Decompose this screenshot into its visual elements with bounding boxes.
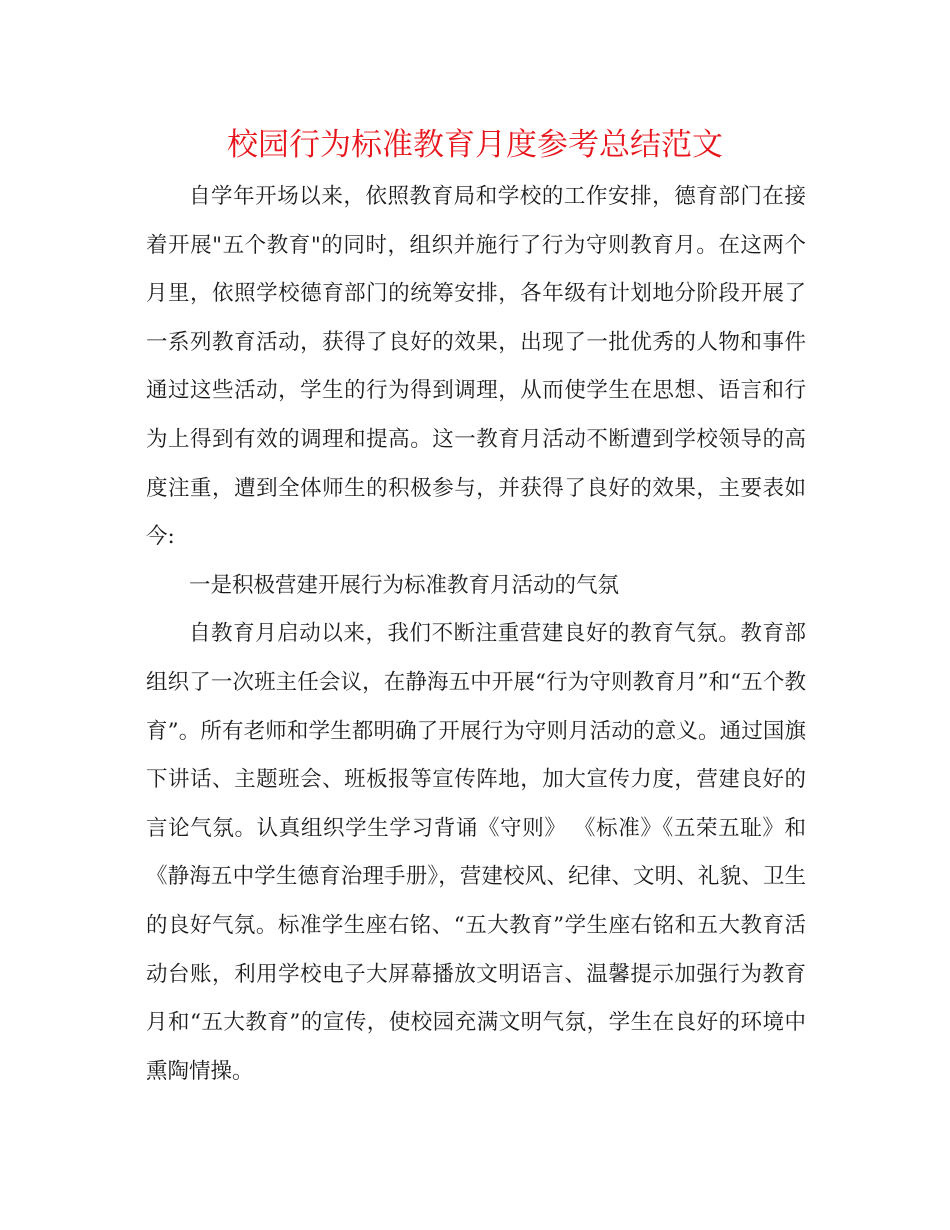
- intro-paragraph: 自学年开场以来，依照教育局和学校的工作安排，德育部门在接着开展"五个教育"的同时，组织并施行了行为守则教育月。在这两个月里，依照学校德育部门的统筹安排，各年级有计划地分阶段开展了一系列教育活动，获得了良好的效果，出现了一批优秀的人物和事件通过这些活动，学生的行为得到调理，从而使学生在思想、语言和行为上得到有效的调理和提高。这一教育月活动不断遭到学校领导的高度注重，遭到全体师生的积极参与，并获得了良好的效果，主要表如今:: [146, 184, 806, 550]
- document-title: 校园行为标准教育月度参考总结范文: [227, 127, 723, 163]
- document-body: [146, 173, 806, 1096]
- section-paragraph: 自教育月启动以来，我们不断注重营建良好的教育气氛。教育部组织了一次班主任会议，在静海五中开展“行为守则教育月”和“五个教育”。所有老师和学生都明确了开展行为守则月活动的意义。通过国旗下讲话、主题班会、班板报等宣传阵地，加大宣传力度，营建良好的言论气氛。认真组织学生学习背诵《守则》 《标准》《五荣五耻》和《静海五中学生德育治理手册》，营建校风、纪律、文明、礼貌、卫生的良好气氛。标准学生座右铭、“五大教育”学生座右铭和五大教育活动台账，利用学校电子大屏幕播放文明语言、温馨提示加强行为教育月和“五大教育”的宣传，使校园充满文明气氛，学生在良好的环境中熏陶情操。: [146, 621, 806, 1084]
- section-heading: 一是积极营建开展行为标准教育月活动的气氛: [189, 572, 620, 598]
